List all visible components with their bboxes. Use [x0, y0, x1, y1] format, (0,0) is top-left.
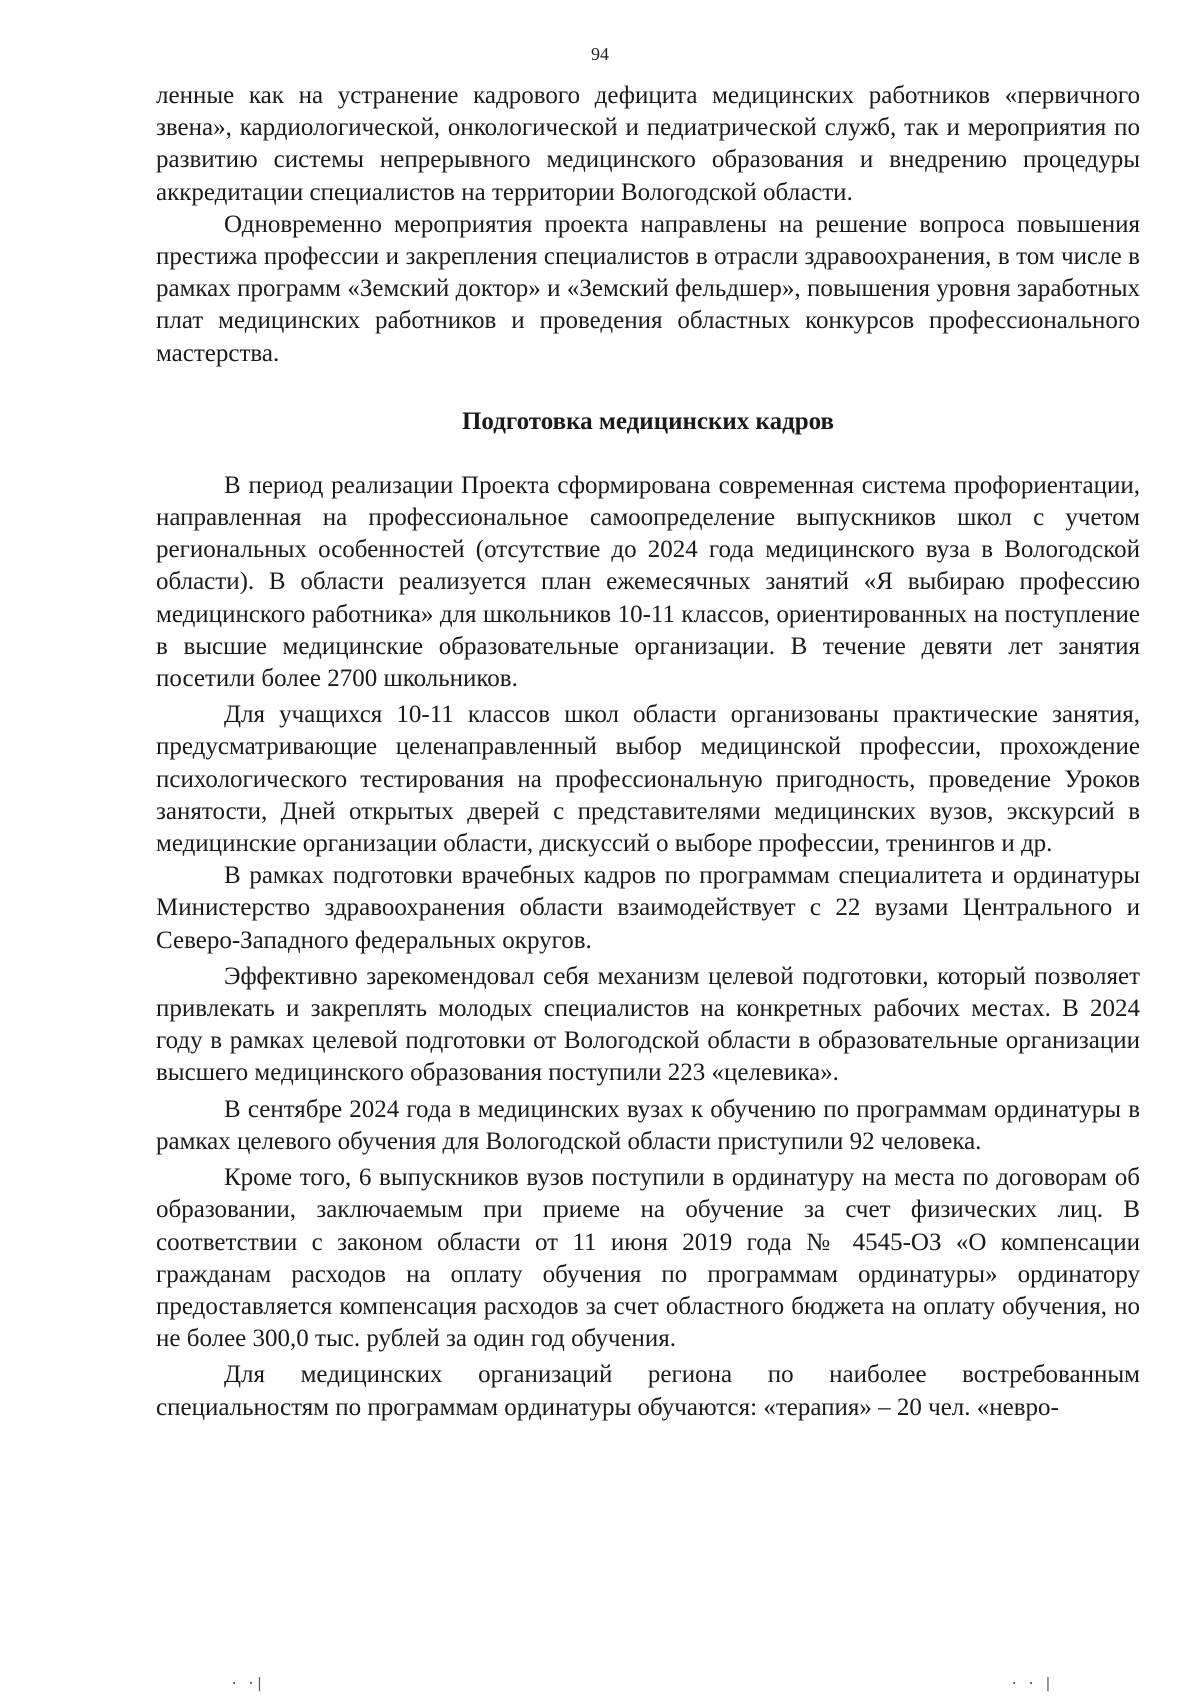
section-heading: Подготовка медицинских кадров — [461, 407, 835, 435]
document-body — [156, 80, 1140, 1424]
paragraph: ленные как на устранение кадрового дефицита медицинских работников «первичного звена», кардиологической, онкологической и педиатрической служб, так и мероприятия по развитию системы непрерывного медицинского образования и внедрению процедуры аккредитации специалистов на территории Вологодской области. — [156, 82, 1140, 206]
paragraph: Одновременно мероприятия проекта направлены на решение вопроса повышения престижа профессии и закрепления специалистов в отрасли здравоохранения, в том числе в рамках программ «Земский доктор» и «Земский фельдшер», повышения уровня заработных плат медицинских работников и проведения областных конкурсов профессионального мастерства. — [156, 210, 1140, 367]
scan-artifact: · · | — [1010, 1676, 1053, 1692]
paragraph: Кроме того, 6 выпускников вузов поступили в ординатуру на места по договорам об образовании, заключаемым при приеме на обучение за счет физических лиц. В соответствии с законом области от 11 июня 2019 года № 4545-ОЗ «О компенсации гражданам расходов на оплату обучения по программам ординатуры» ординатору предоставляется компенсация расходов за счет областного бюджета на оплату обучения, но не более 300,0 тыс. рублей за один год обучения. — [156, 1164, 1140, 1353]
paragraph: В период реализации Проекта сформирована современная система профориентации, направленная на профессиональное самоопределение выпускников школ с учетом региональных особенностей (отсутствие до 2024 года медицинского вуза в Вологодской области). В области реализуется план ежемесячных занятий «Я выбираю профессию медицинского работника» для школьников 10-11 классов, ориентированных на поступление в высшие медицинские образовательные организации. В течение девяти лет занятия посетили более 2700 школьников. — [156, 471, 1140, 693]
scan-artifact: · ·| — [230, 1676, 264, 1692]
paragraph: Для медицинских организаций региона по наиболее востребованным специальностям по программам ординатуры обучаются: «терапия» – 20 чел. «невро- — [156, 1361, 1140, 1421]
paragraph: В сентябре 2024 года в медицинских вузах к обучению по программам ординатуры в рамках целевого обучения для Вологодской области приступили 92 человека. — [156, 1095, 1140, 1155]
page-number: 94 — [591, 44, 609, 64]
paragraph: Эффективно зарекомендовал себя механизм целевой подготовки, который позволяет привлекать и закреплять молодых специалистов на конкретных рабочих местах. В 2024 году в рамках целевой подготовки от Вологодской области в образовательные организации высшего медицинского образования поступили 223 «целевика». — [156, 962, 1140, 1087]
paragraph: Для учащихся 10-11 классов школ области организованы практические занятия, предусматривающие целенаправленный выбор медицинской профессии, прохождение психологического тестирования на профессиональную пригодность, проведение Уроков занятости, Дней открытых дверей с представителями медицинских вузов, экскурсий в медицинские организации области, дискуссий о выборе профессии, тренингов и др. — [156, 701, 1140, 858]
paragraph: В рамках подготовки врачебных кадров по программам специалитета и ординатуры Министерство здравоохранения области взаимодействует с 22 вузами Центрального и Северо-Западного федеральных округов. — [156, 862, 1140, 954]
